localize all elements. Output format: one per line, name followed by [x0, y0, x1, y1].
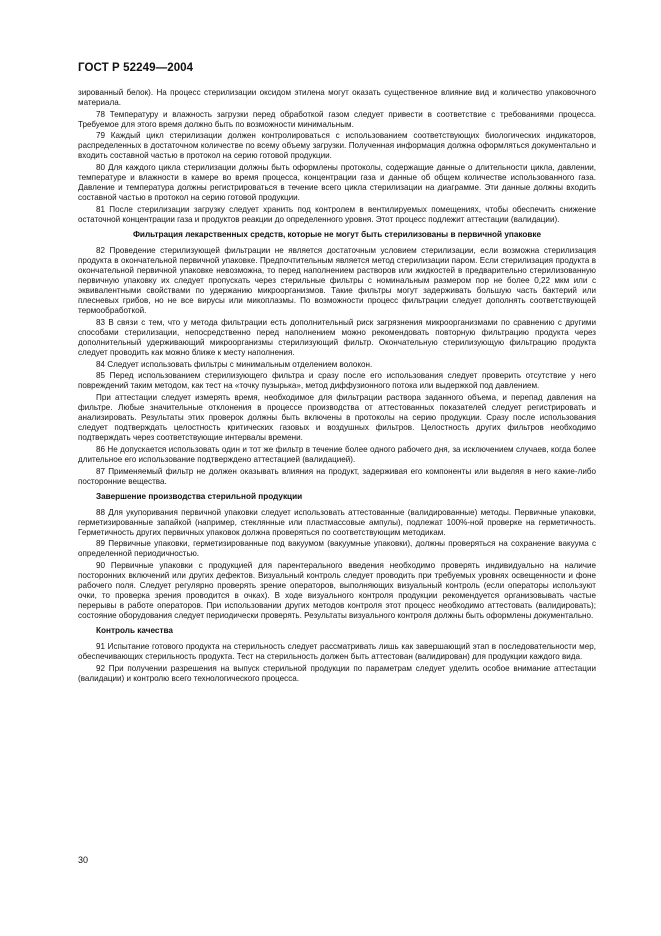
paragraph-84: 84 Следует использовать фильтры с минимальным отделением волокон. [96, 359, 373, 369]
paragraph-82: 82 Проведение стерилизующей фильтрации не является достаточным условием стерилизации, если возможна стерилизация продукта в окончательной первичной упаковке. Предпочтительным является метод стерилизации паром. Если стерилизация продукта в окончательной первичной упаковке невозможна, то перед наполнением растворов или жидкостей в предварительно стерилизованную первичную упаковку их следует пропускать через стерильные фильтры с номинальным размером пор не более 0,22 мкм или с эквивалентными свойствами по удержанию микроорганизмов. Такие фильтры могут задерживать большую часть бактерий или плесневых грибов, но не все вирусы или микоплазмы. По возможности процесс фильтрации следует дополнять соответствующей термообработкой. [78, 245, 596, 316]
paragraph-80: 80 Для каждого цикла стерилизации должны быть оформлены протоколы, содержащие данные о длительности цикла, давлении, температуре и влажности в камере во время процесса, концентрации газа и данные об общем количестве использованного газа. Давление и температура должны регистрироваться в течение всего цикла стерилизации на диаграмме. Эти данные должны входить составной частью в протокол на серию готовой продукции. [78, 163, 596, 203]
paragraph-87: 87 Применяемый фильтр не должен оказывать влияния на продукт, задерживая его компоненты или выделяя в него какие-либо посторонние вещества. [78, 466, 596, 486]
paragraph-85-cont: При аттестации следует измерять время, необходимое для фильтрации раствора заданного объема, и перепад давления на фильтре. Любые значительные отклонения в процессе производства от аттестованных показателей следует регистрировать и анализировать. Результаты этих проверок должны быть включены в протоколы на серию продукции. Сразу после использования следует подтверждать целостность критических газовых и воздушных фильтров. Целостность других фильтров необходимо подтверждать через соответствующие интервалы времени. [78, 393, 596, 443]
paragraph: зированный белок). На процесс стерилизации оксидом этилена могут оказать существенное влияние вид и количество упаковочного материала. [78, 88, 596, 108]
paragraph-91: 91 Испытание готового продукта на стерильность следует рассматривать лишь как завершающий этап в последовательности мер, обеспечивающих стерильность продукта. Тест на стерильность должен быть аттестован (валидирован) для продукции каждого вида. [78, 642, 596, 662]
paragraph-86: 86 Не допускается использовать один и тот же фильтр в течение более одного рабочего дня, за исключением случаев, когда более длительное его использование подтверждено аттестацией (валидацией). [78, 444, 596, 464]
paragraph-89: 89 Первичные упаковки, герметизированные под вакуумом (вакуумные упаковки), должны проверяться на сохранение вакуума с определенной периодичностью. [78, 539, 596, 559]
paragraph-78: 78 Температуру и влажность загрузки перед обработкой газом следует привести в соответствие с требованиями процесса. Требуемое для этого время должно быть по возможности минимальным. [78, 109, 596, 129]
paragraph-92: 92 При получении разрешения на выпуск стерильной продукции по параметрам следует уделить особое внимание аттестации (валидации) и контролю всего технологического процесса. [78, 664, 596, 684]
paragraph-83: 83 В связи с тем, что у метода фильтрации есть дополнительный риск загрязнения микроорганизмами по сравнению с другими способами стерилизации, непосредственно перед наполнением можно рекомендовать повторную фильтрацию продукта через дополнительный удерживающий микроорганизмы стерилизующий фильтр. Окончательную стерилизующую фильтрацию продукта следует проводить как можно ближе к месту наполнения. [78, 317, 596, 358]
section-heading-quality-control: Контроль качества [96, 626, 173, 636]
section-heading-filtration: Фильтрация лекарственных средств, которые не могут быть стерилизованы в первичной упаковке [132, 229, 542, 239]
document-body [78, 88, 596, 686]
standard-header: ГОСТ Р 52249—2004 [78, 62, 194, 74]
paragraph-79: 79 Каждый цикл стерилизации должен контролироваться с использованием соответствующих биологических индикаторов, распределенных в достаточном количестве по всему объему загрузки. Полученная информация должна оформляться документально и входить составной частью в протокол на серию готовой продукции. [78, 131, 596, 161]
page-number: 30 [78, 855, 89, 865]
paragraph-85: 85 Перед использованием стерилизующего фильтра и сразу после его использования следует проверить отсутствие у него повреждений таким методом, как тест на «точку пузырька», метод диффузионного потока или выдержкой под давлением. [78, 371, 596, 391]
section-heading-completion: Завершение производства стерильной продукции [96, 491, 303, 501]
paragraph-90: 90 Первичные упаковки с продукцией для парентерального введения необходимо проверять индивидуально на наличие посторонних включений или других дефектов. Визуальный контроль следует проводить при требуемых уровнях освещенности и фоне рабочего поля. Следует регулярно проверять зрение операторов, выполняющих визуальный контроль (если операторы используют очки, то проверка зрения проводится в очках). В ходе визуального контроля продукции рекомендуется организовывать частые перерывы в работе операторов. При использовании других методов контроля этот процесс необходимо аттестовать (валидировать); состояние оборудования следует периодически проверять. Результаты визуального контроля должны быть оформлены документально. [78, 561, 596, 621]
paragraph-88: 88 Для укупоривания первичной упаковки следует использовать аттестованные (валидированные) методы. Первичные упаковки, герметизированные запайкой (например, стеклянные или пластмассовые ампулы), подлежат 100%-ной проверке на герметичность. Герметичность других первичных упаковок должна проверяться по соответствующим методикам. [78, 507, 596, 537]
paragraph-81: 81 После стерилизации загрузку следует хранить под контролем в вентилируемых помещениях, чтобы обеспечить снижение остаточной концентрации газа и продуктов реакции до определенного уровня. Этот процесс подлежит аттестации (валидации). [78, 204, 596, 224]
